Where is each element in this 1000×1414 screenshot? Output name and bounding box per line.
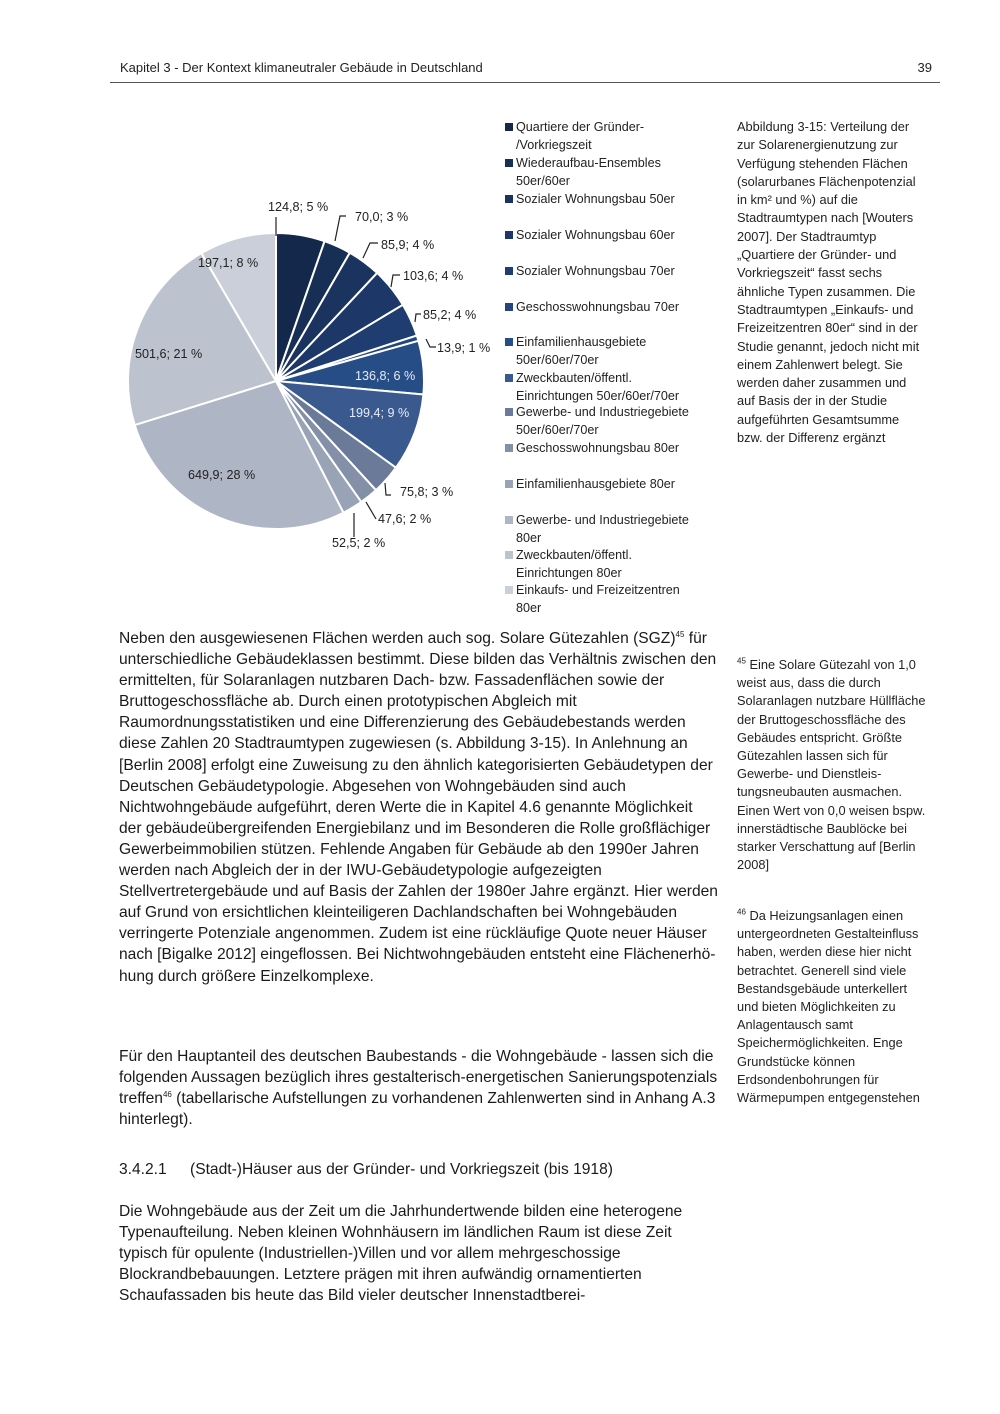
legend-label: Zweckbauten/öffentl. [516,548,632,562]
legend-label: Einkaufs- und Freizeitzentren [516,583,680,597]
pie-data-label: 197,1; 8 % [198,256,259,270]
legend-label: Quartiere der Gründer- [516,120,645,134]
legend-item [504,333,714,369]
legend-swatch-icon [505,123,513,131]
pie-data-label: 199,4; 9 % [349,406,410,420]
body-text: Neben den ausgewiesenen Flächen werden auch sog. Solare Gütezahlen (SGZ) [119,630,676,647]
legend-label-continued: Einrichtungen 80er [516,566,622,581]
section-title: (Stadt-)Häuser aus der Gründer- und Vorkriegszeit (bis 1918) [190,1161,613,1178]
legend-item [504,154,714,190]
legend-item [504,226,714,244]
body-text: für unterschiedliche Gebäudeklassen bestimmt. Diese bilden das Verhältnis zwischen den ermittelten, für Solaranlagen nutzbaren Dach- bzw. Fassadenflächen sowie der Bruttogeschossfläche ab. Durch einen prototypischen Abgleich mit Raumordnungsstatistiken und eine Differenzierung des Gebäudebestands werden diese Zahlen 20 Stadtraumtypen zugewiesen (s. Abbildung 3-15). In Anlehnung an [Berlin 2008] erfolgt eine Zuweisung zu den ähnlich kategorisierten Gebäudetypen der Deutschen Gebäudetypologie. Abgesehen von Wohngebäuden sind auch Nichtwohngebäude aufgeführt, deren Werte die in Kapitel 4.6 genannte Möglichkeit der gebäudeübergreifenden Energiebilanz und im Besonderen die Rolle großflächiger Gewerbeimmobilien stützen. Fehlende Angaben für Gebäude ab den 1990er Jahren werden nach Abgleich der in der IWU-Gebäudetypologie aufgezeigten Stellvertretergebäude und auf Basis der Zahlen der 1980er Jahre ergänzt. Hier werden auf Grund von ersichtlichen kleinteiligeren Dachlandschaften bei Wohngebäuden verringerte Potenziale angenommen. Zudem ist eine rückläufige Quote neuer Häuser nach [Bigalke 2012] eingeflossen. Bei Nichtwohngebäuden entsteht eine Flächenerhöhung durch größere Einzelkomplexe. [119,630,718,985]
legend-swatch-icon [505,408,513,416]
body-paragraph-3 [119,1201,719,1306]
leader-line [426,339,436,347]
legend-swatch-icon [505,444,513,452]
legend-swatch-icon [505,586,513,594]
legend-label-continued: 50er/60er [516,174,570,189]
body-text: (tabellarische Aufstellungen zu vorhandenen Zahlenwerten sind in Anhang A.3 hinterlegt). [119,1090,716,1129]
legend-item [504,190,714,208]
legend-label: Sozialer Wohnungsbau 60er [516,228,675,242]
legend-label: Geschosswohnungsbau 80er [516,441,680,455]
pie-data-label: 649,9; 28 % [188,468,256,482]
footnote-46 [737,907,927,1107]
header-divider [110,82,940,83]
legend-label-continued: 80er [516,601,542,616]
legend-swatch-icon [505,516,513,524]
legend-item [504,546,714,582]
pie-data-label: 136,8; 6 % [355,369,416,383]
body-text: Die Wohngebäude aus der Zeit um die Jahrhundertwende bilden eine heterogene Typenaufteilung. Neben kleinen Wohnhäusern im ländlichen Raum ist diese Zeit typisch für opulente (Industriellen-)Villen und vor allem mehrgeschossige Blockrandbebauungen. Letztere prägen mit ihren aufwändig ornamentierten Schaufassaden bis heute das Bild vieler deutscher Innenstadtberei- [119,1203,683,1305]
legend-item [504,118,714,154]
legend-label: Einfamilienhausgebiete 80er [516,477,675,491]
legend-label: Zweckbauten/öffentl. [516,371,632,385]
legend-label-continued: 50er/60er/70er [516,353,599,368]
legend-label: Sozialer Wohnungsbau 50er [516,192,675,206]
pie-data-label: 75,8; 3 % [400,485,454,499]
section-heading [119,1161,613,1179]
footnote-text: Eine Solare Gütezahl von 1,0 weist aus, dass die durch Solaranlagen nutzbare Hüllfläche der Bruttogeschossfläche des Gebäudes entspricht. Größte Gütezahlen lassen sich für Gewerbe- und Dienstleistungsneubauten ausmachen. Einen Wert von 0,0 weisen bspw. innerstädtische Baublöcke bei starker Verschattung auf [Berlin 2008] [737,657,926,873]
pie-data-label: 124,8; 5 % [268,200,329,214]
leader-line [385,483,391,495]
footnote-text: Da Heizungsanlagen einen untergeordneten Gestalteinfluss haben, werden diese hier nicht betrachtet. Generell sind viele Bestandsgebäude unterkellert und bieten Möglichkeiten zu Anlagentausch samt Speichermöglichkeiten. Enge Grundstücke können Erdsondenbohrungen für Wärmepumpen entgegenstehen [737,908,920,1106]
pie-data-label: 70,0; 3 % [355,210,409,224]
footnote-45 [737,656,927,874]
legend-label-continued: /Vorkriegszeit [516,138,592,153]
legend-swatch-icon [505,159,513,167]
pie-data-label: 85,9; 4 % [381,238,435,252]
running-header [120,60,932,75]
pie-data-label: 52,5; 2 % [332,536,386,550]
legend-item [504,262,714,280]
pie-chart-svg [110,110,510,580]
pie-chart [110,110,510,580]
footnote-number: 45 [737,656,746,666]
leader-line [391,275,400,287]
legend-swatch-icon [505,267,513,275]
legend-swatch-icon [505,195,513,203]
legend-label: Wiederaufbau-Ensembles [516,156,661,170]
pie-data-label: 13,9; 1 % [437,341,491,355]
legend-swatch-icon [505,374,513,382]
legend-label: Gewerbe- und Industriegebiete [516,513,689,527]
pie-data-label: 85,2; 4 % [423,308,477,322]
legend-swatch-icon [505,231,513,239]
legend-swatch-icon [505,338,513,346]
legend-item [504,298,714,316]
legend-label: Sozialer Wohnungsbau 70er [516,264,675,278]
legend-swatch-icon [505,303,513,311]
leader-line [366,502,376,519]
leader-line [363,243,378,258]
legend-swatch-icon [505,551,513,559]
chapter-title: Kapitel 3 - Der Kontext klimaneutraler Gebäude in Deutschland [120,60,483,75]
figure-caption: Abbildung 3-15: Verteilung der zur Solarenergienutzung zur Verfügung stehenden Flächen (solarurbanes Flächenpotenzial in km² und %) auf die Stadtraumtypen nach [Wouters 2007]. Der Stadtraumtyp „Quartiere der Gründer- und Vorkriegszeit“ fasst sechs ähnliche Typen zusammen. Die Stadtraumtypen „Einkaufs- und Freizeitzentren 80er“ sind in der Studie genannt, jedoch nicht mit einem Zahlenwert belegt. Sie werden daher zusammen und auf Basis der in der Studie aufgeführten Gesamtsumme bzw. der Differenz ergänzt [737,119,920,446]
legend-item [504,439,714,457]
legend-label-continued: 50er/60er/70er [516,423,599,438]
legend-label-continued: Einrichtungen 50er/60er/70er [516,389,680,404]
legend-item [504,475,714,493]
legend-label-continued: 80er [516,531,542,546]
leader-line [415,314,421,322]
section-number: 3.4.2.1 [119,1161,167,1178]
footnote-ref-45[interactable]: 45 [675,629,685,639]
legend-item [504,581,714,617]
legend-label: Geschosswohnungsbau 70er [516,300,680,314]
pie-data-label: 501,6; 21 % [135,347,203,361]
body-text: Für den Hauptanteil des deutschen Baubestands - die Wohngebäude - lassen sich die folgenden Aussagen bezüglich ihres gestalterisch-energetischen Sanierungspotenzials treffen [119,1048,718,1108]
footnote-ref-46[interactable]: 46 [162,1090,172,1099]
legend-swatch-icon [505,480,513,488]
pie-data-label: 47,6; 2 % [378,512,432,526]
body-paragraph-2 [119,1046,719,1130]
legend-item [504,369,714,405]
body-paragraph-1 [119,628,719,987]
page-number: 39 [917,60,932,75]
legend-item [504,403,714,439]
footnote-number: 46 [737,907,746,917]
legend-item [504,511,714,547]
pie-data-label: 103,6; 4 % [403,269,464,283]
legend-label: Gewerbe- und Industriegebiete [516,405,689,419]
leader-line [335,216,346,241]
legend-label: Einfamilienhausgebiete [516,335,647,349]
